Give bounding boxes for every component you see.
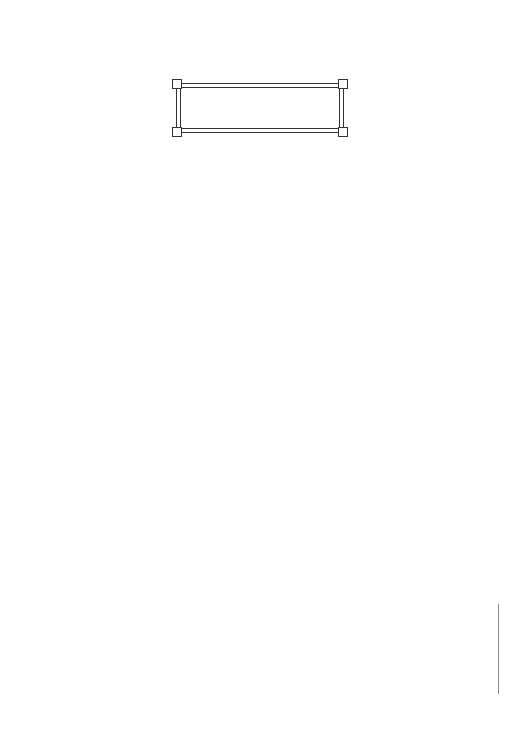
title-frame-corner bbox=[172, 79, 182, 89]
title-frame-corner bbox=[338, 79, 348, 89]
title-frame-corner bbox=[172, 127, 182, 137]
side-tab bbox=[498, 604, 520, 694]
title-frame bbox=[176, 83, 344, 133]
title-frame-inner-border bbox=[180, 87, 340, 129]
title-frame-corner bbox=[338, 127, 348, 137]
